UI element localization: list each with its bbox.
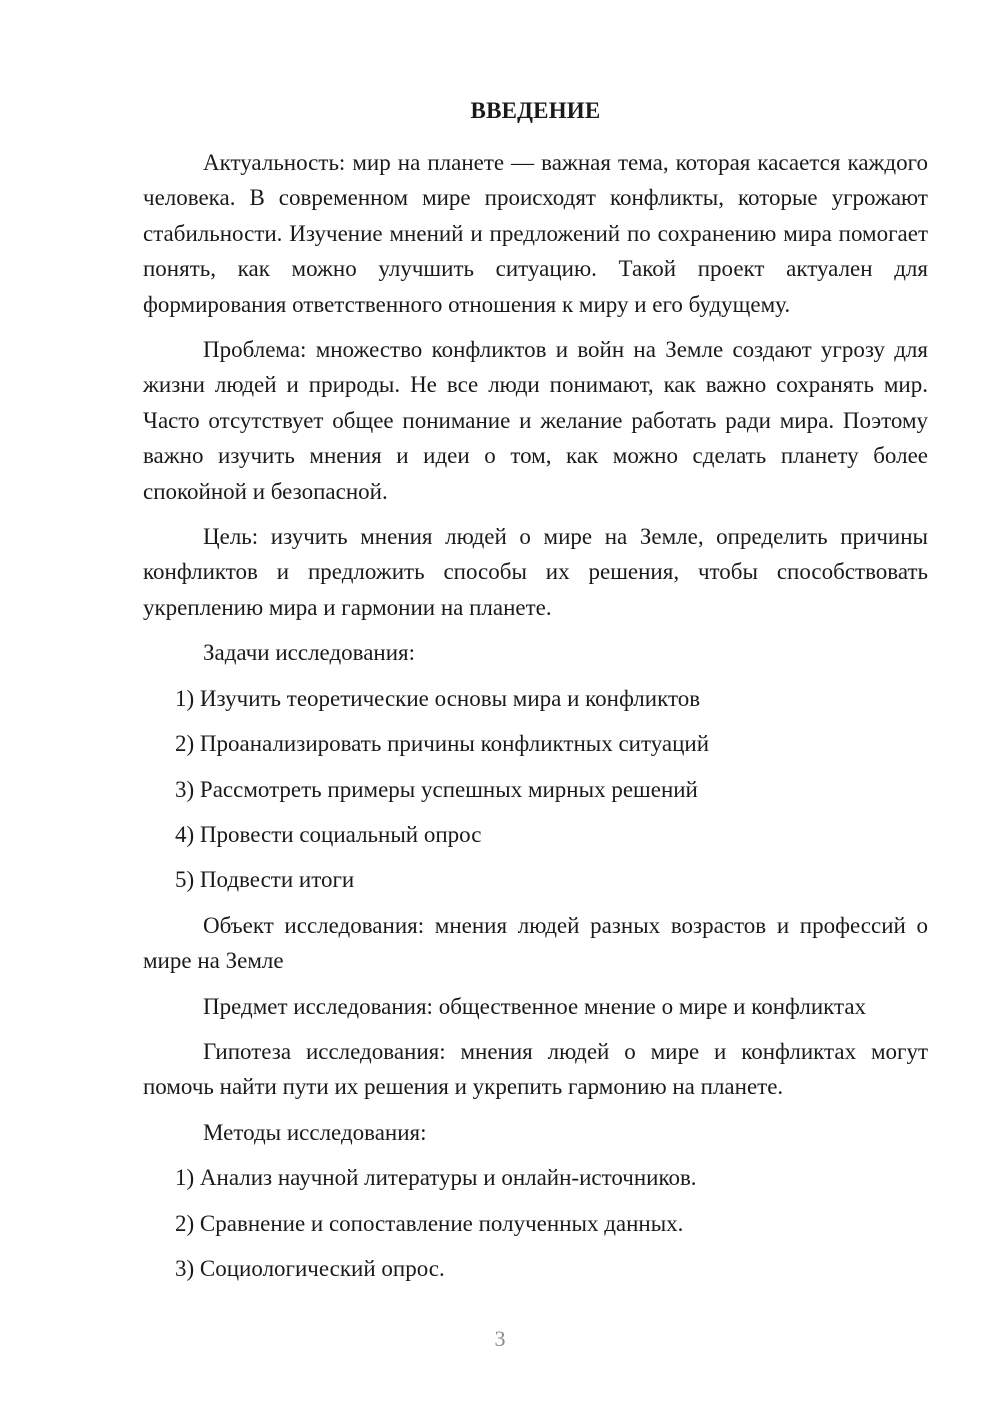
hypothesis-paragraph: Гипотеза исследования: мнения людей о мире и конфликтах могут помочь найти пути их решения и укрепить гармонию на планете. [143, 1038, 928, 1100]
method-item: 1) Анализ научной литературы и онлайн-источников. [175, 1165, 697, 1191]
task-item: 2) Проанализировать причины конфликтных ситуаций [175, 731, 710, 757]
tasks-heading: Задачи исследования: [203, 640, 416, 666]
subject-paragraph: Предмет исследования: общественное мнение о мире и конфликтах [203, 993, 867, 1019]
relevance-paragraph: Актуальность: мир на планете — важная тема, которая касается каждого человека. В современном мире происходят конфликты, которые угрожают стабильности. Изучение мнений и предложений по сохранению мира помогает понять, как можно улучшить ситуацию. Такой проект актуален для формирования ответственного отношения к миру и его будущему. [143, 150, 928, 317]
page-number: 3 [494, 1326, 506, 1351]
methods-heading: Методы исследования: [203, 1119, 427, 1145]
task-item: 3) Рассмотреть примеры успешных мирных решений [175, 776, 698, 802]
object-paragraph: Объект исследования: мнения людей разных возрастов и профессий о мире на Земле [143, 912, 928, 974]
task-item: 1) Изучить теоретические основы мира и конфликтов [175, 685, 701, 711]
goal-paragraph: Цель: изучить мнения людей о мире на Земле, определить причины конфликтов и предложить способы их решения, чтобы способствовать укреплению мира и гармонии на планете. [143, 524, 928, 620]
problem-paragraph: Проблема: множество конфликтов и войн на Земле создают угрозу для жизни людей и природы. Не все люди понимают, как важно сохранять мир. Часто отсутствует общее понимание и желание работать ради мира. Поэтому важно изучить мнения и идеи о том, как можно сделать планету более спокойной и безопасной. [143, 337, 928, 504]
page-title: ВВЕДЕНИЕ [470, 98, 601, 123]
method-item: 3) Социологический опрос. [175, 1255, 445, 1281]
task-item: 4) Провести социальный опрос [175, 821, 482, 847]
task-item: 5) Подвести итоги [175, 867, 355, 893]
method-item: 2) Сравнение и сопоставление полученных данных. [175, 1210, 684, 1236]
page-content [143, 93, 928, 1296]
